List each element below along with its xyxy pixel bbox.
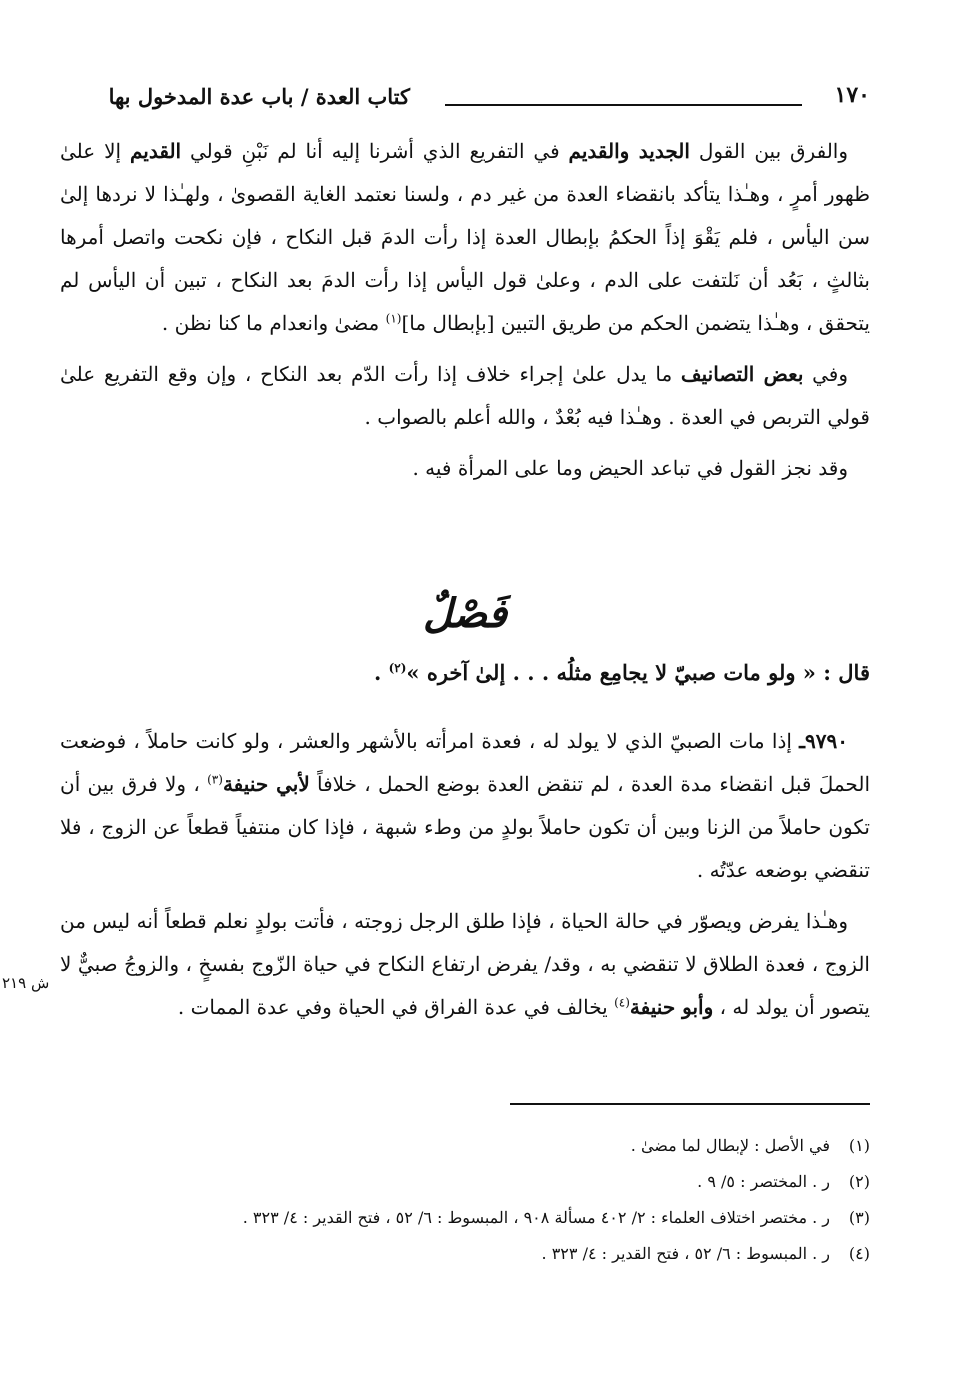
text-run: والفرق بين القول	[689, 139, 849, 163]
body-text-top	[60, 130, 870, 498]
footnote-text: في الأصل : لإبطال لما مضىٰ .	[630, 1136, 830, 1155]
paragraph-4	[60, 720, 870, 892]
footnote-text: ر . مختصر اختلاف العلماء : ٢/ ٤٠٢ مسألة ٩٠٨ ، المبسوط : ٦/ ٥٢ ، فتح القدير : ٤/ ٣٢٣ .	[242, 1208, 830, 1227]
footnote-number: (٣)	[848, 1208, 870, 1227]
text-run: يخالف في عدة الفراق في الحياة وفي عدة الممات .	[177, 995, 615, 1019]
footnote-number: (٤)	[848, 1244, 870, 1263]
footnote-ref: (١)	[385, 311, 402, 326]
text-run: في التفريع الذي أشرنا إليه أنا لم نَبْنِ قولي	[181, 139, 569, 163]
paragraph-5	[60, 900, 870, 1029]
bold-term: لأبي حنيفة	[222, 772, 310, 796]
text-run: إذا مات الصبيّ الذي لا يولد له ، فعدة امرأته بالأشهر والعشر ، ولو كانت حاملاً ، فوضعت الحملَ قبل انقضاء مدة العدة ، لم تنقض العدة بوضع الحمل ، خلافاً	[60, 729, 870, 796]
bold-term: وأبو حنيفة	[629, 995, 714, 1019]
quoted-statement	[60, 660, 870, 685]
footnote-item	[60, 1164, 870, 1200]
text-run: وهـٰذا يفرض ويصوّر في حالة الحياة ، فإذا طلق الرجل زوجته ، فأتت بولدٍ نعلم قطعاً أنه ليس من الزوج ، فعدة الطلاق لا تنقضي به ، وقد/ يفرض ارتفاع النكاح في حياة الزّوج بفسخٍ ، والزوجُ صبيٌّ لا يتصور أن يولد له ،	[60, 909, 870, 1019]
footnotes	[60, 1128, 870, 1272]
body-text-bottom	[60, 720, 870, 1037]
quote-text: قال : « ولو مات صبيّ لا يجامِع مثلُه . . . إلىٰ آخره »	[406, 660, 870, 685]
paragraph-2	[60, 353, 870, 439]
text-run: ما يدل علىٰ إجراء خلاف إذا رأت الدّم بعد النكاح ، وإن وقع التفريع علىٰ قولي التربص في العدة . وهـٰذا فيه بُعْدٌ ، والله أعلم بالصواب .	[60, 362, 870, 429]
bold-term: الجديد والقديم	[568, 139, 690, 163]
text-run: ، ولا فرق بين أن تكون حاملاً من الزنا وبين أن تكون حاملاً بولدٍ من وطء شبهة ، فإذا كان منتفياً قطعاً عن الزوج ، فلا تنقضي بوضعه عدّتُه .	[60, 772, 870, 882]
header-title: كتاب العدة / باب عدة المدخول بها	[108, 84, 410, 109]
footnote-ref: (٣)	[207, 772, 223, 787]
running-header	[60, 78, 870, 118]
footnote-item	[60, 1236, 870, 1272]
text-run: وقد نجز القول في تباعد الحيض وما على المرأة فيه .	[412, 456, 848, 480]
text-run: إلا علىٰ ظهور أمرٍ ، وهـٰذا يتأكد بانقضاء العدة من غير دم ، ولسنا نعتمد الغاية القصوىٰ ، ولهـٰذا لا نردها إلىٰ سن اليأس ، فلم يَقْوَ إذاً الحكمُ بإبطال العدة إذا رأت الدمَ قبل النكاح ، فإن نكحت واتصل أمرها بثالثٍ ، بَعُد أن نَلتفت على الدم ، وعلىٰ قول اليأس إذا رأت الدمَ بعد النكاح ، تبين أن اليأس لم يتحقق ، وهـٰذا يتضمن الحكم من طريق التبين [بإبطال ما]	[60, 139, 870, 335]
bold-term: القديم	[129, 139, 182, 163]
text-run: وفي	[803, 362, 849, 386]
footnote-number: (٢)	[848, 1172, 870, 1191]
bold-term: بعض التصانيف	[680, 362, 804, 386]
quote-end: .	[373, 660, 389, 685]
text-run: مضىٰ وانعدام ما كنا نظن .	[161, 311, 386, 335]
footnote-number: (١)	[848, 1136, 870, 1155]
footnote-item	[60, 1128, 870, 1164]
footnote-text: ر . المبسوط : ٦/ ٥٢ ، فتح القدير : ٤/ ٣٢٣ .	[541, 1244, 830, 1263]
issue-number: ٩٧٩٠ـ	[799, 729, 848, 753]
manuscript-margin-note: ش ٢١٩	[2, 974, 50, 992]
footnote-ref: (٢)	[388, 661, 407, 675]
page-number: ١٧٠	[834, 82, 870, 108]
paragraph-3	[60, 447, 870, 490]
footnote-rule	[510, 1103, 870, 1105]
header-rule	[445, 104, 802, 106]
footnote-item	[60, 1200, 870, 1236]
section-heading: فَصْلٌ	[422, 590, 508, 637]
paragraph-1	[60, 130, 870, 345]
footnote-ref: (٤)	[614, 995, 630, 1010]
footnote-text: ر . المختصر : ٥/ ٩ .	[697, 1172, 830, 1191]
